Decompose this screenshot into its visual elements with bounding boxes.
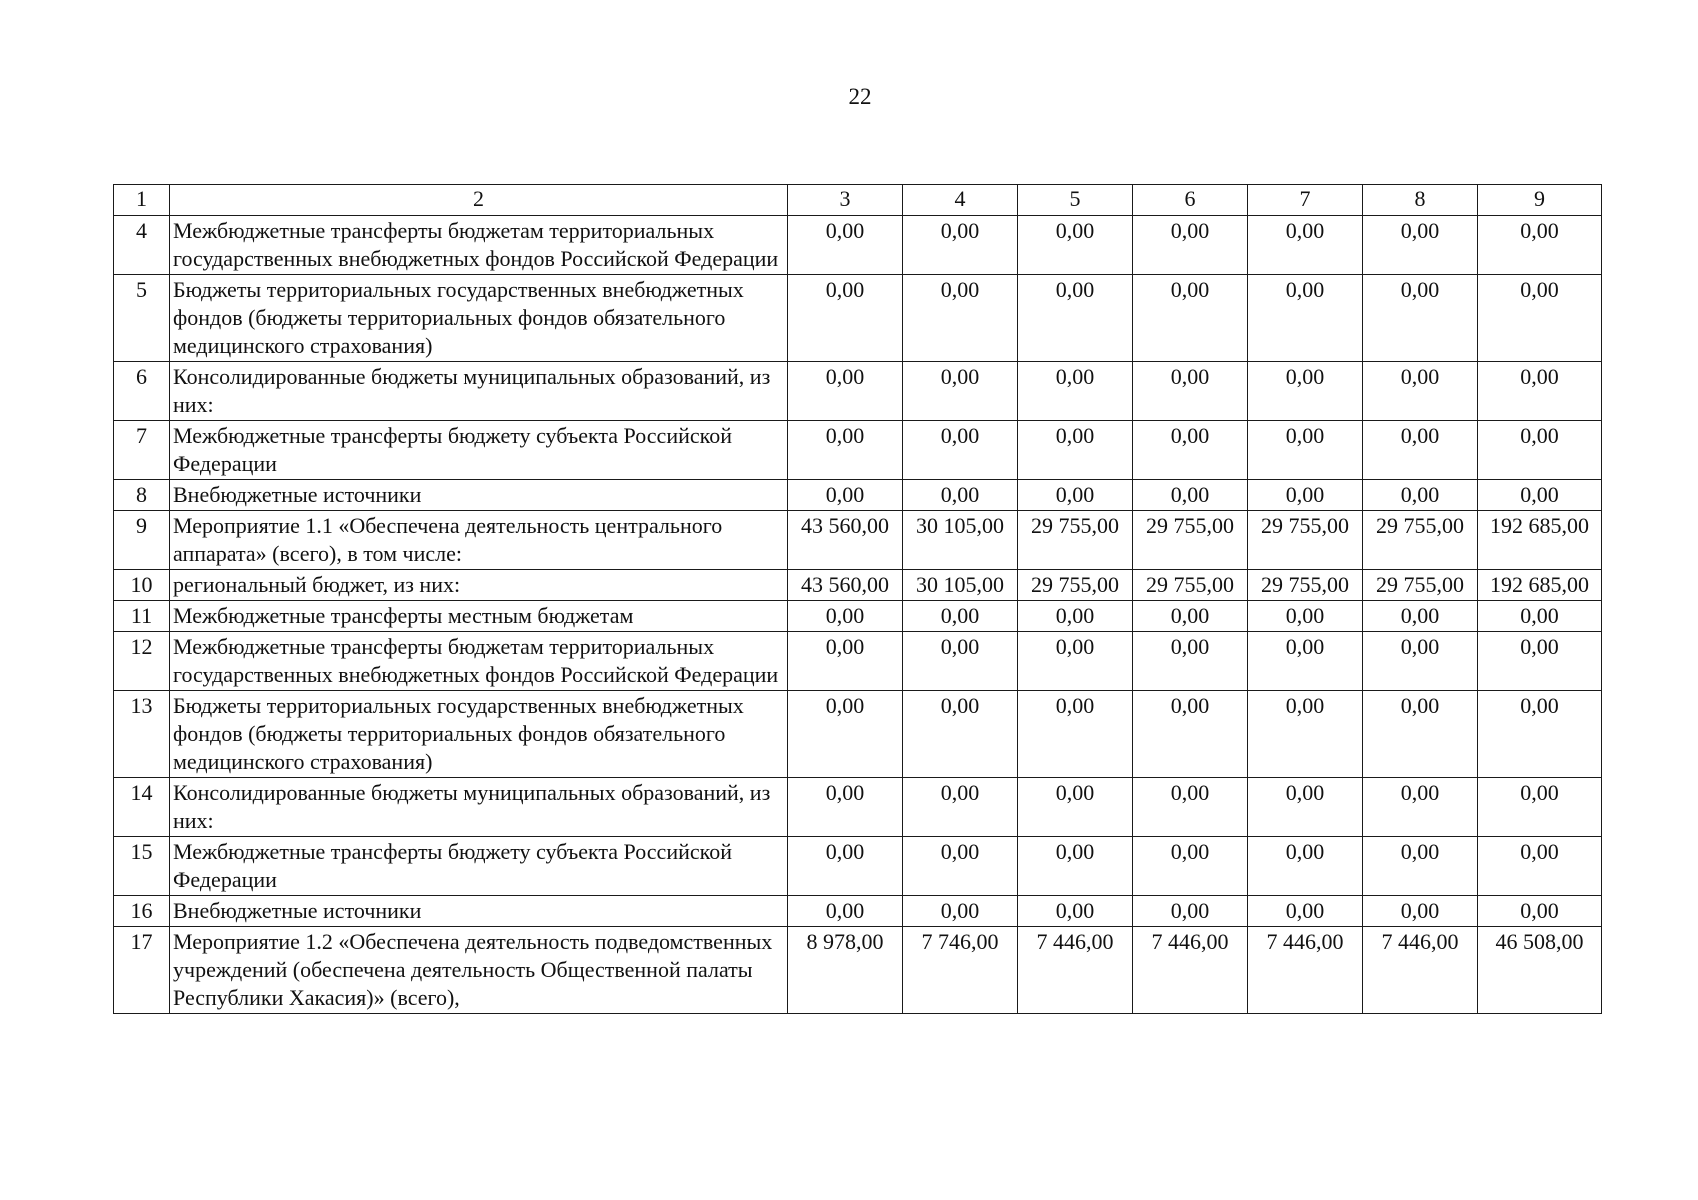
row-number: 14	[114, 778, 170, 837]
row-value-col-5: 29 755,00	[1018, 511, 1133, 570]
row-value-col-4: 30 105,00	[903, 511, 1018, 570]
header-cell: 4	[903, 185, 1018, 216]
row-value-col-9: 0,00	[1478, 216, 1602, 275]
row-name: региональный бюджет, из них:	[170, 570, 788, 601]
row-value-col-7: 0,00	[1248, 632, 1363, 691]
row-value-col-4: 0,00	[903, 480, 1018, 511]
header-cell: 5	[1018, 185, 1133, 216]
row-number: 8	[114, 480, 170, 511]
row-value-col-9: 0,00	[1478, 896, 1602, 927]
row-value-col-6: 29 755,00	[1133, 570, 1248, 601]
row-value-col-7: 0,00	[1248, 837, 1363, 896]
row-value-col-5: 0,00	[1018, 632, 1133, 691]
header-cell: 3	[788, 185, 903, 216]
row-number: 11	[114, 601, 170, 632]
row-number: 12	[114, 632, 170, 691]
header-cell: 2	[170, 185, 788, 216]
row-value-col-4: 0,00	[903, 362, 1018, 421]
row-value-col-5: 7 446,00	[1018, 927, 1133, 1014]
budget-table	[113, 184, 1602, 1014]
row-value-col-8: 0,00	[1363, 896, 1478, 927]
row-value-col-8: 0,00	[1363, 778, 1478, 837]
row-value-col-5: 0,00	[1018, 216, 1133, 275]
row-value-col-6: 0,00	[1133, 691, 1248, 778]
row-value-col-6: 29 755,00	[1133, 511, 1248, 570]
row-value-col-6: 0,00	[1133, 421, 1248, 480]
row-number: 5	[114, 275, 170, 362]
row-value-col-8: 7 446,00	[1363, 927, 1478, 1014]
row-value-col-3: 0,00	[788, 691, 903, 778]
row-name: Мероприятие 1.2 «Обеспечена деятельность подведомственных учреждений (обеспечена деятельность Общественной палаты Республики Хакасия)» (всего),	[170, 927, 788, 1014]
row-value-col-6: 0,00	[1133, 632, 1248, 691]
row-value-col-9: 0,00	[1478, 421, 1602, 480]
row-value-col-9: 0,00	[1478, 837, 1602, 896]
row-value-col-9: 0,00	[1478, 778, 1602, 837]
row-value-col-9: 0,00	[1478, 480, 1602, 511]
row-name: Межбюджетные трансферты бюджетам территориальных государственных внебюджетных фондов Российской Федерации	[170, 216, 788, 275]
table-row	[114, 362, 1602, 421]
row-value-col-5: 0,00	[1018, 837, 1133, 896]
row-value-col-7: 0,00	[1248, 275, 1363, 362]
row-name: Мероприятие 1.1 «Обеспечена деятельность центрального аппарата» (всего), в том числе:	[170, 511, 788, 570]
row-value-col-8: 0,00	[1363, 632, 1478, 691]
row-number: 13	[114, 691, 170, 778]
row-name: Межбюджетные трансферты бюджету субъекта Российской Федерации	[170, 421, 788, 480]
row-value-col-6: 0,00	[1133, 216, 1248, 275]
row-value-col-4: 0,00	[903, 632, 1018, 691]
row-value-col-7: 0,00	[1248, 778, 1363, 837]
row-number: 6	[114, 362, 170, 421]
row-name: Бюджеты территориальных государственных внебюджетных фондов (бюджеты территориальных фондов обязательного медицинского страхования)	[170, 691, 788, 778]
row-value-col-8: 29 755,00	[1363, 511, 1478, 570]
table-row	[114, 480, 1602, 511]
table-row	[114, 216, 1602, 275]
row-value-col-7: 0,00	[1248, 421, 1363, 480]
row-value-col-4: 7 746,00	[903, 927, 1018, 1014]
header-cell: 8	[1363, 185, 1478, 216]
row-value-col-4: 0,00	[903, 837, 1018, 896]
row-value-col-5: 0,00	[1018, 896, 1133, 927]
row-value-col-4: 0,00	[903, 275, 1018, 362]
row-number: 10	[114, 570, 170, 601]
row-value-col-4: 0,00	[903, 896, 1018, 927]
page-number: 22	[848, 84, 872, 109]
row-value-col-8: 0,00	[1363, 275, 1478, 362]
row-value-col-5: 0,00	[1018, 778, 1133, 837]
row-value-col-6: 0,00	[1133, 778, 1248, 837]
row-value-col-8: 0,00	[1363, 601, 1478, 632]
row-value-col-8: 0,00	[1363, 362, 1478, 421]
row-value-col-8: 0,00	[1363, 691, 1478, 778]
row-number: 9	[114, 511, 170, 570]
row-value-col-9: 0,00	[1478, 275, 1602, 362]
header-cell: 7	[1248, 185, 1363, 216]
table-row	[114, 778, 1602, 837]
row-value-col-7: 29 755,00	[1248, 570, 1363, 601]
row-value-col-6: 7 446,00	[1133, 927, 1248, 1014]
row-value-col-4: 0,00	[903, 421, 1018, 480]
row-value-col-3: 8 978,00	[788, 927, 903, 1014]
row-value-col-3: 0,00	[788, 896, 903, 927]
row-value-col-9: 192 685,00	[1478, 511, 1602, 570]
table-row	[114, 896, 1602, 927]
table-row	[114, 632, 1602, 691]
row-value-col-6: 0,00	[1133, 896, 1248, 927]
row-value-col-7: 0,00	[1248, 896, 1363, 927]
row-value-col-6: 0,00	[1133, 601, 1248, 632]
row-value-col-3: 0,00	[788, 421, 903, 480]
row-value-col-5: 0,00	[1018, 275, 1133, 362]
row-name: Внебюджетные источники	[170, 480, 788, 511]
header-cell: 9	[1478, 185, 1602, 216]
row-value-col-6: 0,00	[1133, 480, 1248, 511]
row-value-col-3: 0,00	[788, 632, 903, 691]
row-value-col-6: 0,00	[1133, 275, 1248, 362]
row-value-col-3: 0,00	[788, 480, 903, 511]
row-value-col-8: 0,00	[1363, 216, 1478, 275]
row-value-col-3: 0,00	[788, 837, 903, 896]
row-name: Межбюджетные трансферты бюджету субъекта Российской Федерации	[170, 837, 788, 896]
row-value-col-7: 29 755,00	[1248, 511, 1363, 570]
table-row	[114, 421, 1602, 480]
row-value-col-8: 0,00	[1363, 837, 1478, 896]
row-value-col-7: 0,00	[1248, 362, 1363, 421]
row-value-col-3: 0,00	[788, 778, 903, 837]
row-value-col-7: 0,00	[1248, 480, 1363, 511]
row-name: Внебюджетные источники	[170, 896, 788, 927]
row-value-col-9: 192 685,00	[1478, 570, 1602, 601]
row-value-col-3: 0,00	[788, 216, 903, 275]
table-row	[114, 511, 1602, 570]
row-value-col-4: 0,00	[903, 691, 1018, 778]
row-value-col-9: 0,00	[1478, 362, 1602, 421]
table-row	[114, 837, 1602, 896]
row-value-col-9: 0,00	[1478, 691, 1602, 778]
row-value-col-9: 0,00	[1478, 601, 1602, 632]
row-number: 17	[114, 927, 170, 1014]
row-value-col-9: 0,00	[1478, 632, 1602, 691]
row-value-col-7: 7 446,00	[1248, 927, 1363, 1014]
row-value-col-4: 0,00	[903, 216, 1018, 275]
row-value-col-8: 0,00	[1363, 480, 1478, 511]
row-value-col-3: 0,00	[788, 362, 903, 421]
row-number: 4	[114, 216, 170, 275]
row-value-col-3: 0,00	[788, 601, 903, 632]
row-value-col-6: 0,00	[1133, 837, 1248, 896]
row-name: Межбюджетные трансферты местным бюджетам	[170, 601, 788, 632]
row-value-col-6: 0,00	[1133, 362, 1248, 421]
table-header-row	[114, 185, 1602, 216]
row-number: 7	[114, 421, 170, 480]
row-value-col-5: 0,00	[1018, 601, 1133, 632]
row-value-col-3: 43 560,00	[788, 570, 903, 601]
row-number: 15	[114, 837, 170, 896]
row-name: Консолидированные бюджеты муниципальных образований, из них:	[170, 362, 788, 421]
row-name: Консолидированные бюджеты муниципальных образований, из них:	[170, 778, 788, 837]
row-value-col-8: 29 755,00	[1363, 570, 1478, 601]
row-name: Бюджеты территориальных государственных внебюджетных фондов (бюджеты территориальных фондов обязательного медицинского страхования)	[170, 275, 788, 362]
table-row	[114, 275, 1602, 362]
row-value-col-5: 0,00	[1018, 421, 1133, 480]
row-value-col-4: 30 105,00	[903, 570, 1018, 601]
row-value-col-5: 0,00	[1018, 362, 1133, 421]
row-value-col-5: 0,00	[1018, 480, 1133, 511]
row-value-col-4: 0,00	[903, 778, 1018, 837]
table-row	[114, 570, 1602, 601]
row-value-col-7: 0,00	[1248, 216, 1363, 275]
row-value-col-9: 46 508,00	[1478, 927, 1602, 1014]
row-value-col-3: 43 560,00	[788, 511, 903, 570]
table-row	[114, 691, 1602, 778]
row-value-col-7: 0,00	[1248, 601, 1363, 632]
row-number: 16	[114, 896, 170, 927]
row-value-col-5: 0,00	[1018, 691, 1133, 778]
row-value-col-4: 0,00	[903, 601, 1018, 632]
row-value-col-7: 0,00	[1248, 691, 1363, 778]
table-body	[114, 185, 1602, 1014]
table-row	[114, 927, 1602, 1014]
header-cell: 6	[1133, 185, 1248, 216]
row-value-col-3: 0,00	[788, 275, 903, 362]
row-value-col-8: 0,00	[1363, 421, 1478, 480]
header-cell: 1	[114, 185, 170, 216]
table-row	[114, 601, 1602, 632]
row-value-col-5: 29 755,00	[1018, 570, 1133, 601]
row-name: Межбюджетные трансферты бюджетам территориальных государственных внебюджетных фондов Российской Федерации	[170, 632, 788, 691]
